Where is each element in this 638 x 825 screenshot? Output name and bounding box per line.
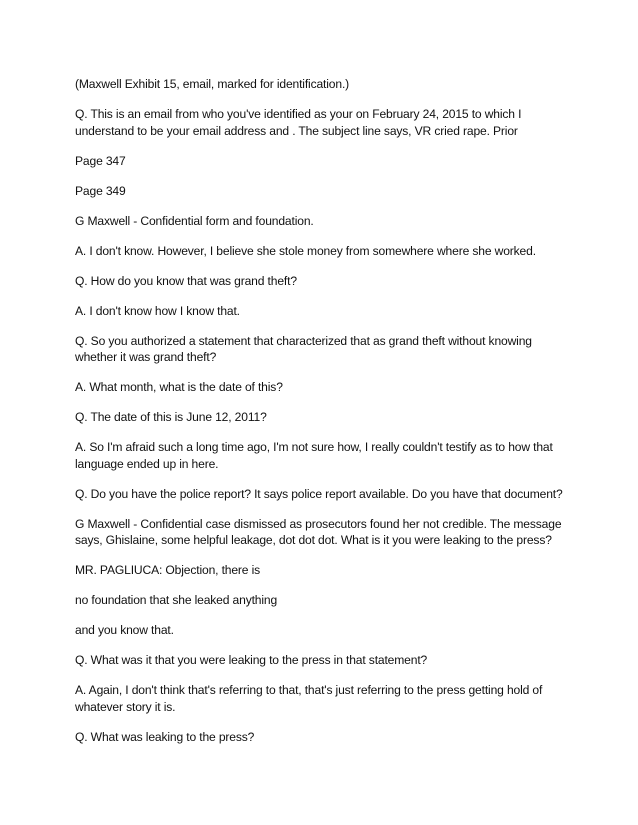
paragraph: (Maxwell Exhibit 15, email, marked for identification.) bbox=[75, 77, 350, 91]
paragraph: A. I don't know how I know that. bbox=[75, 303, 240, 318]
paragraph: Q. This is an email from who you've identified as your on February 24, 2015 to which I understand to be your email address and . The subject line says, VR cried rape. Prior bbox=[75, 107, 522, 138]
paragraph: Q. So you authorized a statement that characterized that as grand theft without knowing whether it was grand theft? bbox=[75, 333, 532, 364]
paragraph: A. So I'm afraid such a long time ago, I'm not sure how, I really couldn't testify as to how that language ended up in here. bbox=[75, 440, 553, 471]
paragraph: Q. How do you know that was grand theft? bbox=[75, 273, 297, 288]
page-marker: Page 347 bbox=[75, 153, 126, 168]
paragraph: no foundation that she leaked anything bbox=[75, 593, 278, 607]
page-marker: Page 349 bbox=[75, 183, 126, 198]
paragraph: A. Again, I don't think that's referring to that, that's just referring to the press getting hold of whatever story it is. bbox=[75, 683, 543, 714]
paragraph: Q. What was leaking to the press? bbox=[75, 729, 255, 744]
paragraph: Q. What was it that you were leaking to the press in that statement? bbox=[75, 653, 428, 667]
paragraph: Q. The date of this is June 12, 2011? bbox=[75, 410, 267, 424]
paragraph: G Maxwell - Confidential form and foundation. bbox=[75, 213, 314, 228]
paragraph: Q. Do you have the police report? It says police report available. Do you have that document? bbox=[75, 486, 563, 501]
paragraph: MR. PAGLIUCA: Objection, there is bbox=[75, 563, 261, 577]
paragraph: A. What month, what is the date of this? bbox=[75, 380, 283, 394]
transcript-page bbox=[75, 76, 575, 759]
paragraph: G Maxwell - Confidential case dismissed as prosecutors found her not credible. The message says, Ghislaine, some helpful leakage, dot dot dot. What is it you were leaking to the press? bbox=[75, 516, 562, 547]
paragraph: A. I don't know. However, I believe she stole money from somewhere where she worked. bbox=[75, 243, 536, 258]
paragraph: and you know that. bbox=[75, 623, 174, 637]
